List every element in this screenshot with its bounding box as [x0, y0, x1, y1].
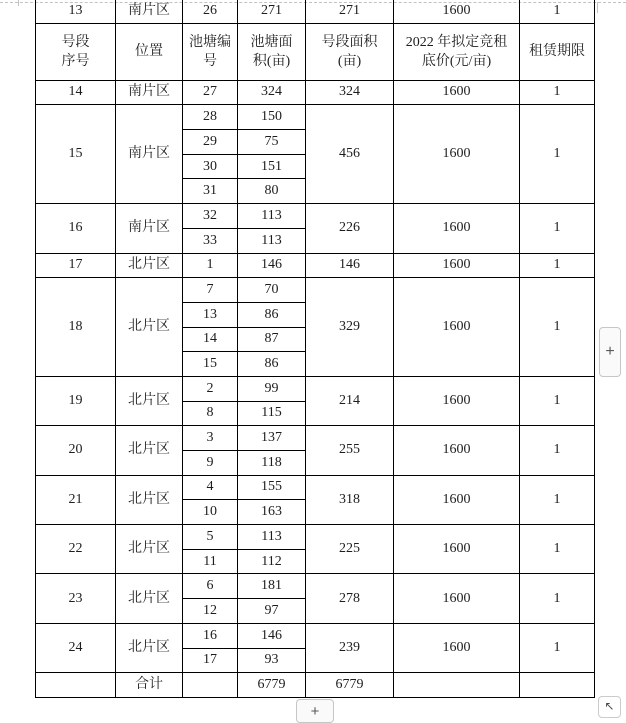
cell-base-price: 1600	[394, 253, 520, 278]
cell-segment-seq: 18	[36, 278, 116, 377]
total-row	[36, 673, 595, 698]
cell-pond-no: 15	[183, 352, 238, 377]
cell-pond-no: 6	[183, 574, 238, 599]
cell-lease-term: 1	[520, 574, 595, 623]
cell-pond-area: 324	[238, 80, 306, 105]
cell-base-price: 1600	[394, 0, 520, 23]
col-header-segment-area: 号段面积 (亩)	[306, 23, 394, 80]
total-term	[520, 673, 595, 698]
cell-location: 北片区	[116, 278, 183, 377]
cell-base-price: 1600	[394, 80, 520, 105]
cell-lease-term: 1	[520, 376, 595, 425]
cell-base-price: 1600	[394, 623, 520, 672]
total-price	[394, 673, 520, 698]
segment-16-row-1	[36, 204, 595, 229]
cell-segment-area: 255	[306, 426, 394, 475]
cell-pond-area: 113	[238, 228, 306, 253]
cell-base-price: 1600	[394, 525, 520, 574]
cell-pond-no: 10	[183, 500, 238, 525]
cell-pond-no: 28	[183, 105, 238, 130]
cell-segment-seq: 13	[36, 0, 116, 23]
cell-base-price: 1600	[394, 574, 520, 623]
cell-lease-term: 1	[520, 80, 595, 105]
cell-segment-seq: 16	[36, 204, 116, 253]
cell-pond-area: 112	[238, 549, 306, 574]
cell-base-price: 1600	[394, 105, 520, 204]
cell-segment-area: 271	[306, 0, 394, 23]
lease-table-body	[36, 0, 595, 697]
northwest-arrow-icon: ↖	[604, 699, 615, 713]
segment-18-row-1	[36, 278, 595, 303]
col-header-lease-term: 租赁期限	[520, 23, 595, 80]
cell-segment-seq: 23	[36, 574, 116, 623]
cell-pond-area: 151	[238, 154, 306, 179]
cell-lease-term: 1	[520, 204, 595, 253]
cell-pond-no: 7	[183, 278, 238, 303]
total-pond-area: 6779	[238, 673, 306, 698]
cell-pond-no: 2	[183, 376, 238, 401]
cell-segment-area: 225	[306, 525, 394, 574]
cell-pond-area: 86	[238, 352, 306, 377]
add-column-button[interactable]	[599, 327, 621, 377]
segment-21-row-1	[36, 475, 595, 500]
segment-15-row-1	[36, 105, 595, 130]
segment-13-row-1	[36, 0, 595, 23]
cell-pond-no: 16	[183, 623, 238, 648]
cell-segment-seq: 14	[36, 80, 116, 105]
segment-24-row-1	[36, 623, 595, 648]
cell-location: 北片区	[116, 376, 183, 425]
cell-pond-area: 86	[238, 302, 306, 327]
cell-pond-no: 8	[183, 401, 238, 426]
cell-base-price: 1600	[394, 475, 520, 524]
cell-segment-area: 318	[306, 475, 394, 524]
cell-location: 北片区	[116, 475, 183, 524]
cell-location: 北片区	[116, 525, 183, 574]
cell-segment-area: 324	[306, 80, 394, 105]
cell-pond-area: 70	[238, 278, 306, 303]
cell-segment-area: 329	[306, 278, 394, 377]
lease-table	[35, 0, 595, 698]
cell-location: 南片区	[116, 204, 183, 253]
cell-location: 北片区	[116, 623, 183, 672]
table-header-row	[36, 23, 595, 80]
cell-location: 南片区	[116, 80, 183, 105]
cell-pond-no: 33	[183, 228, 238, 253]
segment-14-row-1	[36, 80, 595, 105]
cell-lease-term: 1	[520, 278, 595, 377]
cell-pond-no: 13	[183, 302, 238, 327]
cell-lease-term: 1	[520, 0, 595, 23]
cell-pond-area: 155	[238, 475, 306, 500]
cell-pond-no: 9	[183, 451, 238, 476]
cell-segment-seq: 22	[36, 525, 116, 574]
cell-segment-seq: 19	[36, 376, 116, 425]
cell-segment-area: 278	[306, 574, 394, 623]
cell-lease-term: 1	[520, 253, 595, 278]
col-header-pond-no: 池塘编 号	[183, 23, 238, 80]
cell-location: 南片区	[116, 0, 183, 23]
cell-pond-no: 27	[183, 80, 238, 105]
total-pond-no	[183, 673, 238, 698]
cell-base-price: 1600	[394, 376, 520, 425]
cell-pond-no: 30	[183, 154, 238, 179]
cell-pond-area: 181	[238, 574, 306, 599]
segment-20-row-1	[36, 426, 595, 451]
cell-pond-area: 113	[238, 204, 306, 229]
total-seq	[36, 673, 116, 698]
cell-pond-area: 113	[238, 525, 306, 550]
total-label: 合计	[116, 673, 183, 698]
cell-location: 南片区	[116, 105, 183, 204]
cell-pond-area: 80	[238, 179, 306, 204]
cell-pond-no: 3	[183, 426, 238, 451]
plus-icon: +	[605, 343, 615, 360]
plus-icon: +	[310, 702, 320, 720]
cell-lease-term: 1	[520, 525, 595, 574]
col-header-base-price: 2022 年拟定竞租 底价(元/亩)	[394, 23, 520, 80]
cell-segment-area: 226	[306, 204, 394, 253]
cell-pond-no: 4	[183, 475, 238, 500]
segment-19-row-1	[36, 376, 595, 401]
cell-pond-no: 14	[183, 327, 238, 352]
cell-segment-area: 146	[306, 253, 394, 278]
cell-segment-area: 239	[306, 623, 394, 672]
cell-pond-no: 5	[183, 525, 238, 550]
total-segment-area: 6779	[306, 673, 394, 698]
cell-pond-area: 93	[238, 648, 306, 673]
text-boundary-tick-left	[18, 0, 19, 6]
cell-location: 北片区	[116, 574, 183, 623]
cell-lease-term: 1	[520, 623, 595, 672]
jump-to-table-button[interactable]	[598, 696, 621, 718]
cell-base-price: 1600	[394, 204, 520, 253]
cell-segment-seq: 17	[36, 253, 116, 278]
col-header-segment-seq: 号段 序号	[36, 23, 116, 80]
cell-segment-area: 214	[306, 376, 394, 425]
cell-pond-area: 75	[238, 130, 306, 155]
cell-pond-no: 29	[183, 130, 238, 155]
segment-17-row-1	[36, 253, 595, 278]
cell-location: 北片区	[116, 426, 183, 475]
col-header-location: 位置	[116, 23, 183, 80]
cell-lease-term: 1	[520, 475, 595, 524]
cell-pond-area: 150	[238, 105, 306, 130]
segment-23-row-1	[36, 574, 595, 599]
cell-base-price: 1600	[394, 278, 520, 377]
cell-pond-no: 17	[183, 648, 238, 673]
cell-pond-area: 146	[238, 253, 306, 278]
text-boundary-tick-right	[597, 2, 598, 13]
cell-segment-seq: 20	[36, 426, 116, 475]
cell-pond-area: 87	[238, 327, 306, 352]
col-header-pond-area: 池塘面 积(亩)	[238, 23, 306, 80]
cell-lease-term: 1	[520, 426, 595, 475]
cell-pond-area: 97	[238, 599, 306, 624]
cell-pond-no: 11	[183, 549, 238, 574]
cell-pond-no: 31	[183, 179, 238, 204]
cell-lease-term: 1	[520, 105, 595, 204]
cell-pond-area: 271	[238, 0, 306, 23]
cell-segment-area: 456	[306, 105, 394, 204]
cell-pond-area: 99	[238, 376, 306, 401]
add-row-button[interactable]	[296, 699, 334, 723]
cell-segment-seq: 24	[36, 623, 116, 672]
cell-pond-area: 118	[238, 451, 306, 476]
cell-location: 北片区	[116, 253, 183, 278]
cell-pond-no: 1	[183, 253, 238, 278]
cell-pond-no: 32	[183, 204, 238, 229]
cell-pond-no: 26	[183, 0, 238, 23]
cell-base-price: 1600	[394, 426, 520, 475]
cell-pond-area: 137	[238, 426, 306, 451]
cell-pond-area: 115	[238, 401, 306, 426]
cell-segment-seq: 15	[36, 105, 116, 204]
segment-22-row-1	[36, 525, 595, 550]
cell-segment-seq: 21	[36, 475, 116, 524]
cell-pond-no: 12	[183, 599, 238, 624]
cell-pond-area: 146	[238, 623, 306, 648]
cell-pond-area: 163	[238, 500, 306, 525]
